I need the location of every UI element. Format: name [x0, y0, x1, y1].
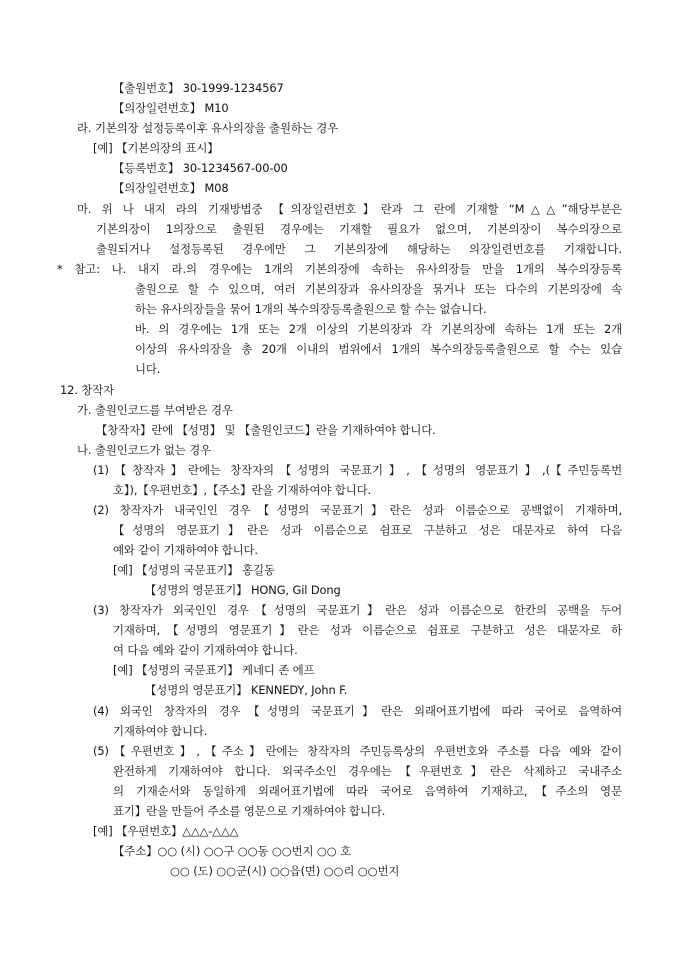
text-line: (3) 창작자가 외국인인 경우【성명의 국문표기】란은 성과 이름순으로 한칸의 공백을 두어	[93, 603, 622, 617]
text-line: (2) 창작자가 내국인인 경우【성명의 국문표기】란은 성과 이름순으로 공백없이 기재하며,	[93, 503, 622, 517]
text-line: [예] 【성명의 국문표기】 케네디 존 에프	[113, 663, 315, 677]
text-line: 【성명의 영문표기】 KENNEDY, John F.	[145, 683, 348, 697]
text-line: 기재하며,【성명의 영문표기】란은 성과 이름순으로 쉼표로 구분하고 성은 대문자로 하	[113, 623, 622, 637]
text-line: (5)【우편번호】,【주소】란에는 창작자의 주민등록상의 우편번호와 주소를 다음 예와 같이	[93, 744, 622, 758]
text-line: 호】),【우편번호】,【주소】란을 기재하여야 합니다.	[113, 483, 372, 497]
note-line: 니다.	[135, 362, 161, 376]
section-heading: 라. 기본의장 설정등록이후 유사의장을 출원하는 경우	[77, 121, 338, 135]
text-line: 【성명의 영문표기】 HONG, Gil Dong	[145, 583, 341, 597]
text-line: 예와 같이 기재하여야 합니다.	[113, 543, 258, 557]
text-line: 【성명의 영문표기】란은 성과 이름순으로 쉼표로 구분하고 성은 대문자로 하여 다음	[113, 523, 622, 537]
text-line: 【창작자】란에 【성명】 및 【출원인코드】란을 기재하여야 합니다.	[96, 423, 436, 437]
text-line: 마. 위 나 내지 라의 기재방법중 【의장일련번호】란과 그 란에 기재할 “M△△”해당부분은	[77, 202, 622, 216]
text-line: (1)【창작자】란에는 창작자의【성명의 국문표기】,【성명의 영문표기】,(【주민등록번	[93, 463, 622, 477]
note-line: 출원으로 할 수 있으며, 여러 기본의장과 유사의장을 묶거나 또는 다수의 기본의장에 속	[135, 282, 622, 296]
note-line: 하는 유사의장들을 묶어 1개의 복수의장등록출원으로 할 수는 없습니다.	[135, 302, 487, 316]
text-line: 【의장일련번호】 M10	[113, 101, 229, 115]
text-line: 【의장일련번호】 M08	[113, 181, 229, 195]
text-line: 【주소】○○ (시) ○○구 ○○동 ○○번지 ○○ 호	[113, 844, 352, 858]
text-line: 여 다음 예와 같이 기재하여야 합니다.	[113, 643, 298, 657]
text-line: [예] 【우편번호】△△△-△△△	[93, 824, 239, 838]
text-line: 표기】란을 만들어 주소를 영문으로 기재하여야 합니다.	[113, 804, 386, 818]
note-line: 바. 의 경우에는 1개 또는 2개 이상의 기본의장과 각 기본의장에 속하는 1개 또는 2개	[135, 322, 622, 336]
text-line: 【출원번호】 30-1999-1234567	[113, 81, 284, 95]
note-line: 이상의 유사의장을 총 20개 이내의 범위에서 1개의 복수의장등록출원으로 할 수는 있습	[135, 342, 622, 356]
text-line: 【등록번호】 30-1234567-00-00	[113, 161, 288, 175]
text-line: 완전하게 기재하여야 합니다. 외국주소인 경우에는【우편번호】란은 삭제하고 국내주소	[113, 764, 622, 778]
text-line: (4) 외국인 창작자의 경우【성명의 국문표기】란은 외래어표기법에 따라 국어로 음역하여	[93, 704, 622, 718]
text-line: [예] 【기본의장의 표시】	[93, 141, 219, 155]
subsection-heading: 나. 출원인코드가 없는 경우	[77, 443, 212, 457]
note-line: * 참고: 나. 내지 라.의 경우에는 1개의 기본의장에 속하는 유사의장들 만을 1개의 복수의장등록	[57, 262, 622, 276]
text-line: 의 기재순서와 동일하게 외래어표기법에 따라 국어로 음역하여 기재하고,【주소의 영문	[113, 784, 622, 798]
text-line: 기재하여야 합니다.	[113, 724, 208, 738]
text-line: 기본의장이 1의장으로 출원된 경우에는 기재할 필요가 없으며, 기본의장이 복수의장으로	[96, 222, 622, 236]
subsection-heading: 가. 출원인코드를 부여받은 경우	[77, 403, 233, 417]
text-line: ○○ (도) ○○군(시) ○○읍(면) ○○리 ○○번지	[170, 864, 400, 878]
text-line: [예] 【성명의 국문표기】 홍길동	[113, 563, 275, 577]
section-heading: 12. 창작자	[60, 383, 115, 397]
text-line: 출원되거나 설정등록된 경우에만 그 기본의장에 해당하는 의장일련번호를 기재합니다.	[96, 242, 622, 256]
